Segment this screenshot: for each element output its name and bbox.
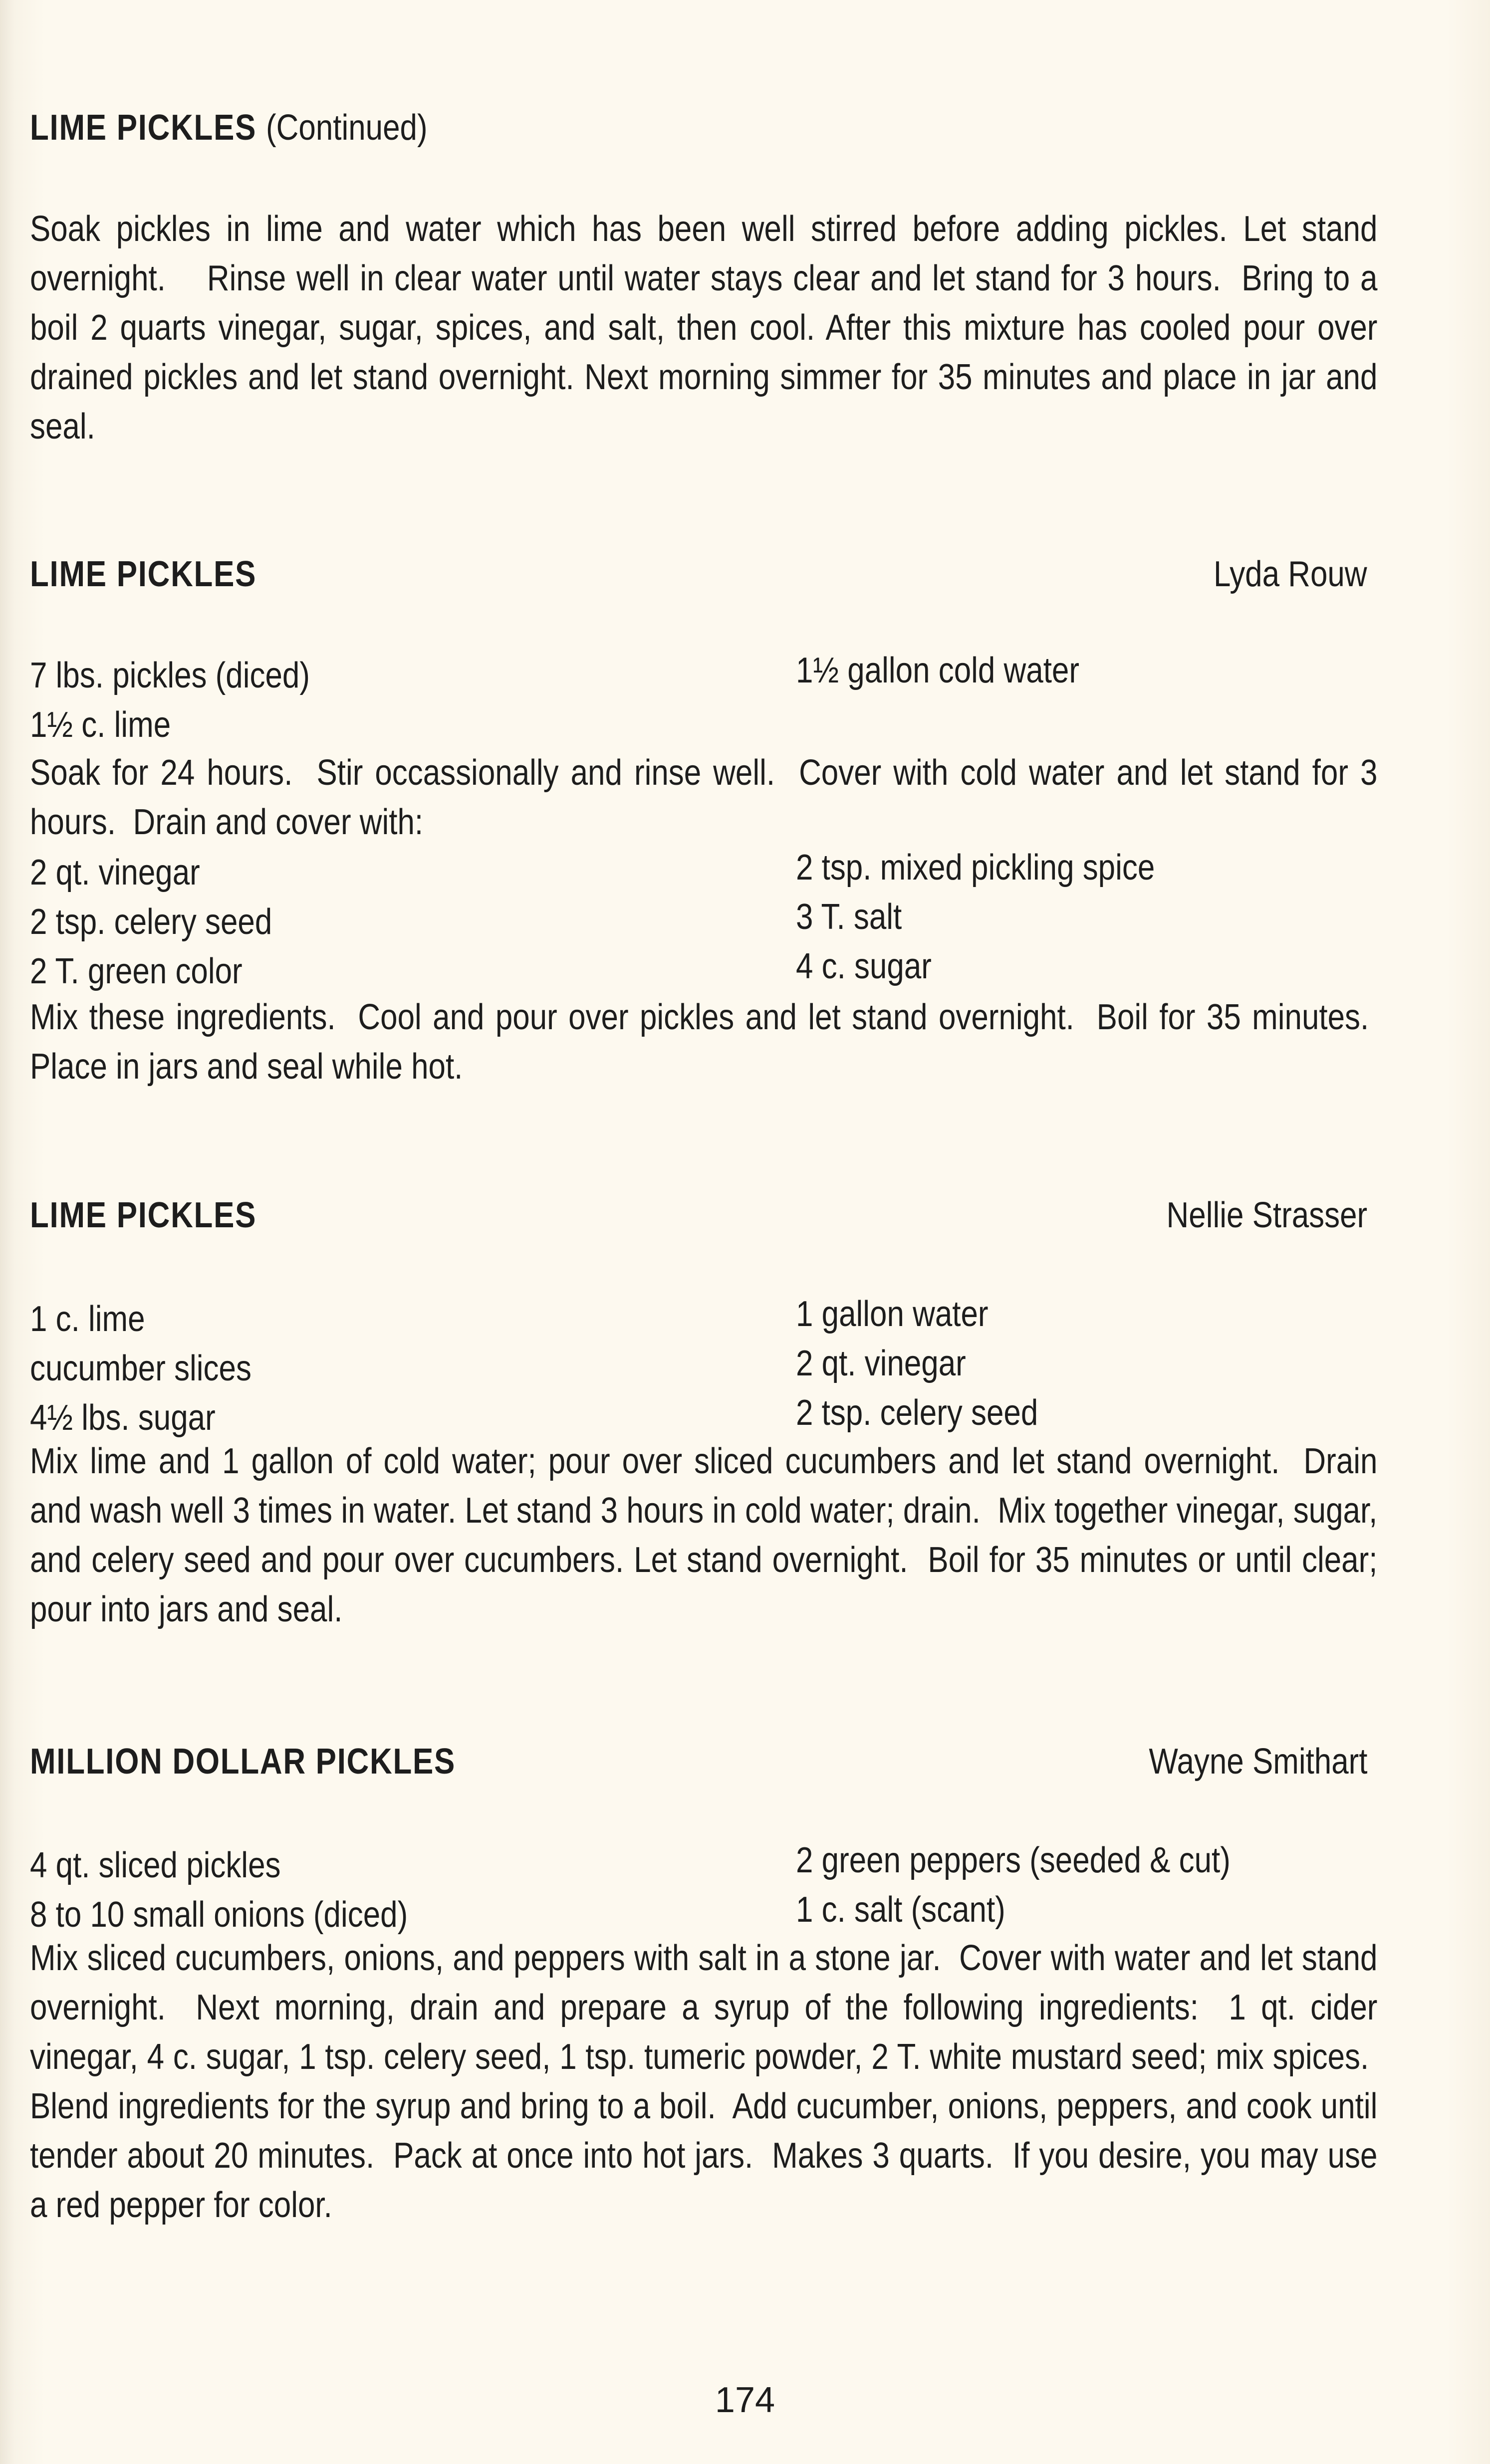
recipe-1-ingredient: 2 tsp. celery seed: [30, 902, 272, 942]
recipe-3-author: Wayne Smithart: [1148, 1742, 1367, 1782]
continued-title-text: LIME PICKLES: [30, 108, 257, 148]
recipe-1-ingredient: 7 lbs. pickles (diced): [30, 656, 310, 695]
recipe-1-heading-row: [30, 554, 1367, 604]
recipe-3-heading-row: [30, 1741, 1367, 1791]
recipe-2-ingredient: 2 tsp. celery seed: [796, 1393, 1038, 1433]
recipe-1-author: Lyda Rouw: [1214, 554, 1367, 594]
recipe-3-ingredient: 1 c. salt (scant): [796, 1890, 1005, 1930]
recipe-1-step-1-text: Soak for 24 hours. Stir occassionally and rinse well. Cover with cold water and let stand for 3 hours. Drain and cover with:: [30, 753, 1378, 842]
continued-instructions-text: Soak pickles in lime and water which has been well stirred before adding pickles. Let stand overnight. Rinse well in clear water until water stays clear and let stand for 3 hours. Bring to a boil 2 quarts vinegar, sugar, spices, and salt, then cool. After this mixture has cooled pour over drained pickles and let stand overnight. Next morning simmer for 35 minutes and place in jar and seal.: [30, 209, 1378, 447]
recipe-2-title: LIME PICKLES: [30, 1195, 257, 1235]
recipe-1-ingredient: 3 T. salt: [796, 897, 902, 937]
recipe-1-ingredient: 2 qt. vinegar: [30, 853, 200, 893]
recipe-1-step-1: [30, 748, 1377, 847]
continued-suffix: (Continued): [266, 108, 428, 148]
recipe-2-step-1-text: Mix lime and 1 gallon of cold water; pour over sliced cucumbers and let stand overnight. Drain and wash well 3 times in water. Let stand 3 hours in cold water; drain. Mix together vinegar, sugar, and celery seed and pour over cucumbers. Let stand overnight. Boil for 35 minutes or until clear; pour into jars and seal.: [30, 1441, 1378, 1629]
continued-title: [30, 107, 428, 148]
recipe-1-step-2-text: Mix these ingredients. Cool and pour over pickles and let stand overnight. Boil for 35 minutes. Place in jars and seal while hot.: [30, 997, 1378, 1087]
recipe-2-author: Nellie Strasser: [1166, 1195, 1367, 1235]
recipe-2-ingredient: 2 qt. vinegar: [796, 1344, 966, 1383]
recipe-1-step-2: [30, 993, 1377, 1092]
recipe-3-title: MILLION DOLLAR PICKLES: [30, 1742, 456, 1782]
recipe-1-ingredient: 2 tsp. mixed pickling spice: [796, 848, 1155, 888]
page-number: 174: [715, 2380, 775, 2420]
recipe-3-step-1: [30, 1934, 1377, 2230]
recipe-3-ingredient: 4 qt. sliced pickles: [30, 1845, 281, 1885]
recipe-2-ingredient: 4½ lbs. sugar: [30, 1398, 216, 1438]
continued-instructions: [30, 205, 1377, 451]
recipe-2-ingredient: 1 gallon water: [796, 1294, 989, 1334]
recipe-1-ingredient: 1½ c. lime: [30, 705, 171, 745]
recipe-2-ingredient: cucumber slices: [30, 1348, 251, 1388]
recipe-1-title: LIME PICKLES: [30, 554, 257, 594]
recipe-1-ingredient: 4 c. sugar: [796, 946, 932, 986]
recipe-2-ingredient: 1 c. lime: [30, 1299, 145, 1339]
recipe-1-ingredient: 2 T. green color: [30, 951, 243, 991]
recipe-3-step-1-text: Mix sliced cucumbers, onions, and peppers with salt in a stone jar. Cover with water and let stand overnight. Next morning, drain and prepare a syrup of the following ingredients: 1 qt. cider vinegar, 4 c. sugar, 1 tsp. celery seed, 1 tsp. tumeric powder, 2 T. white mustard seed; mix spices. Blend ingredients for the syrup and bring to a boil. Add cucumber, onions, peppers, and cook until tender about 20 minutes. Pack at once into hot jars. Makes 3 quarts. If you desire, you may use a red pepper for color.: [30, 1938, 1378, 2225]
recipe-3-ingredient: 8 to 10 small onions (diced): [30, 1895, 408, 1935]
recipe-2-heading-row: [30, 1195, 1367, 1245]
recipe-2-step-1: [30, 1437, 1377, 1634]
recipe-3-ingredient: 2 green peppers (seeded & cut): [796, 1840, 1231, 1880]
continued-heading-row: [30, 107, 1367, 157]
recipe-1-ingredient: 1½ gallon cold water: [796, 651, 1079, 690]
